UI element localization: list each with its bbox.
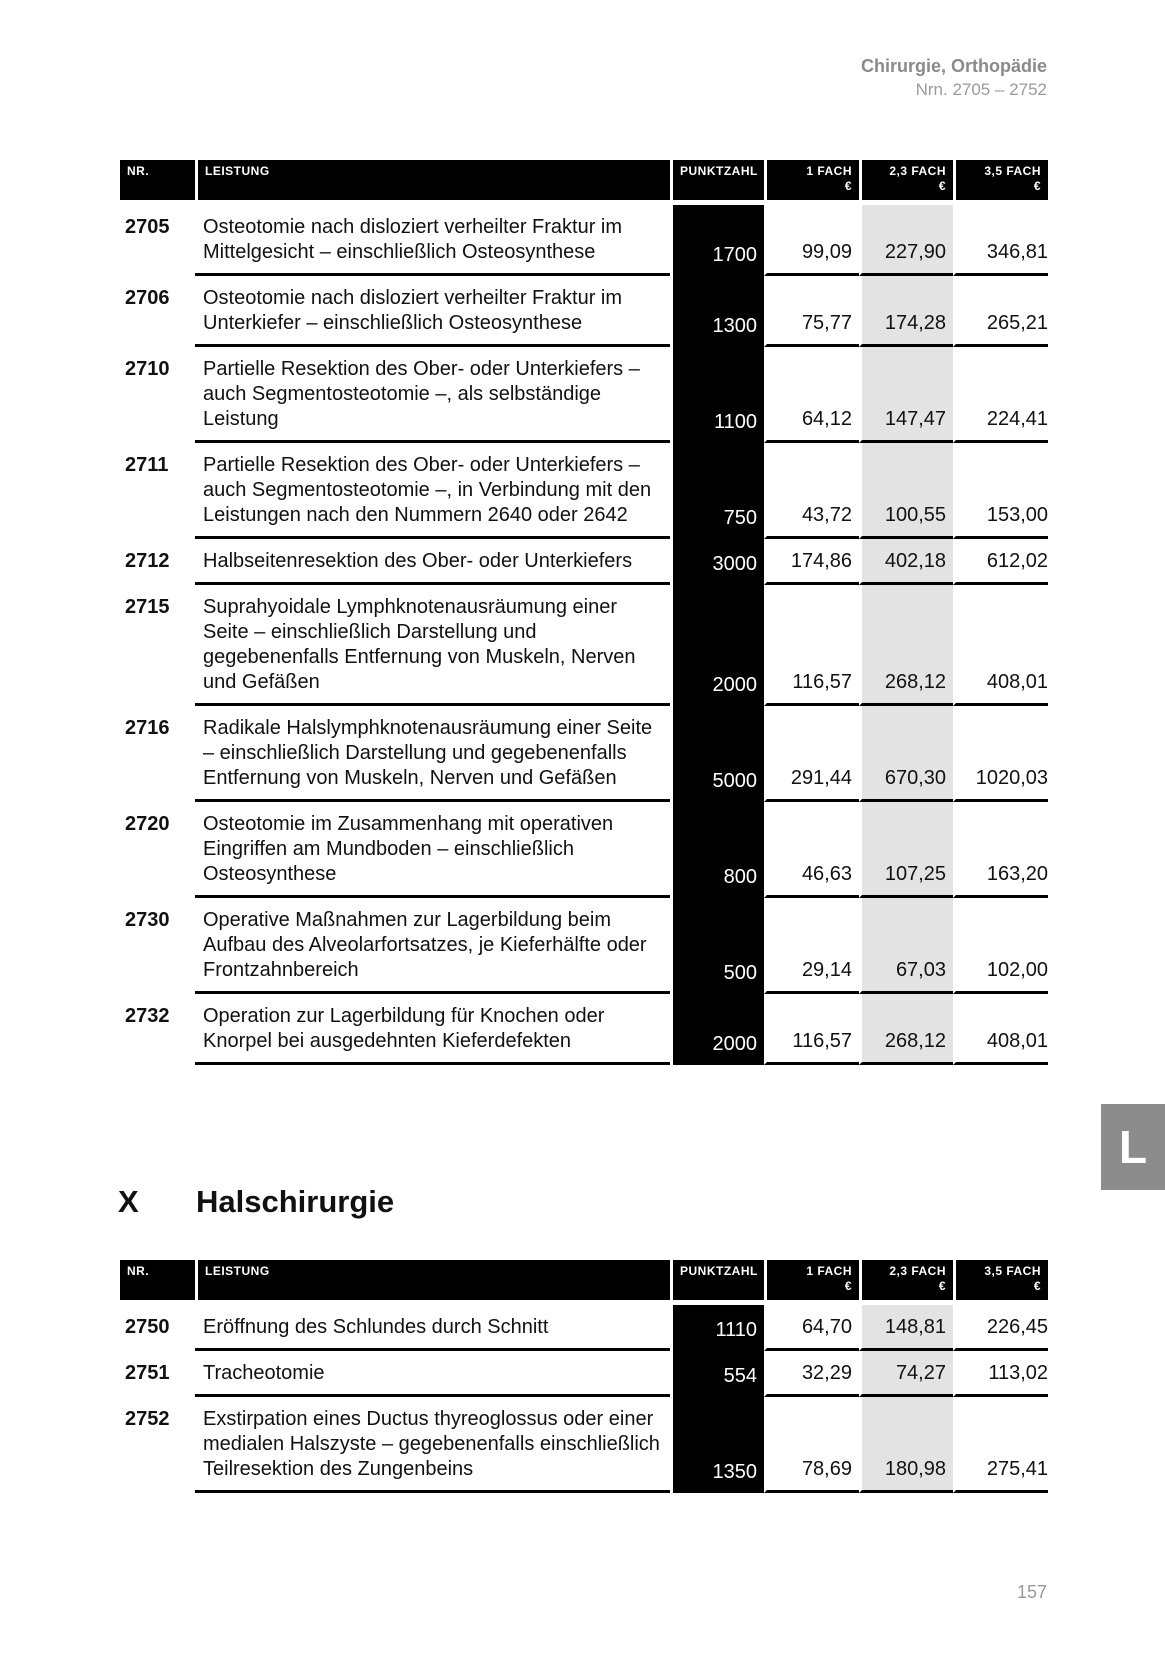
leistung-cell: Operation zur Lagerbildung für Knochen oder Knorpel bei ausgedehnten Kieferdefekten — [195, 994, 670, 1065]
gop-number-cell: 2705 — [125, 216, 170, 238]
table-row — [120, 585, 1048, 706]
table-row — [120, 205, 1048, 276]
fee-35fach-cell: 153,00 — [953, 443, 1048, 539]
leistung-cell: Osteotomie nach disloziert verheilter Fraktur im Unterkiefer – einschließlich Osteosynthese — [195, 276, 670, 347]
fee-23fach-cell: 148,81 — [859, 1305, 953, 1351]
currency-label: € — [938, 1279, 946, 1293]
col-header-23fach — [859, 1260, 953, 1300]
col-header-1fach — [764, 160, 859, 200]
punktzahl-cell: 1300 — [670, 276, 764, 347]
table-row — [120, 706, 1048, 802]
gop-number-cell: 2710 — [125, 358, 170, 380]
punktzahl-cell: 3000 — [670, 539, 764, 585]
fee-35fach-cell: 102,00 — [953, 898, 1048, 994]
fee-35fach-cell: 408,01 — [953, 994, 1048, 1065]
fee-1fach-cell: 64,70 — [764, 1305, 859, 1351]
fee-35fach-cell: 408,01 — [953, 585, 1048, 706]
fee-23fach-cell: 67,03 — [859, 898, 953, 994]
currency-label: € — [844, 1279, 852, 1293]
fee-35fach-cell: 612,02 — [953, 539, 1048, 585]
fee-1fach-cell: 46,63 — [764, 802, 859, 898]
gop-number-cell: 2730 — [125, 909, 170, 931]
fee-1fach-cell: 64,12 — [764, 347, 859, 443]
col-header-35fach-label: 3,5 FACH — [984, 1264, 1041, 1278]
fee-23fach-cell: 100,55 — [859, 443, 953, 539]
fee-23fach-cell: 174,28 — [859, 276, 953, 347]
fee-35fach-cell: 224,41 — [953, 347, 1048, 443]
col-header-23fach-label: 2,3 FACH — [889, 164, 946, 178]
punktzahl-cell: 5000 — [670, 706, 764, 802]
gop-number-cell: 2716 — [125, 717, 170, 739]
col-header-punktzahl: PUNKTZAHL — [670, 1260, 764, 1300]
page-number: 157 — [1016, 1582, 1047, 1602]
col-header-nr: NR. — [120, 160, 195, 200]
fee-23fach-cell: 74,27 — [859, 1351, 953, 1397]
col-header-nr: NR. — [120, 1260, 195, 1300]
table-row — [120, 1397, 1048, 1493]
col-header-1fach-label: 1 FACH — [806, 1264, 852, 1278]
table-row — [120, 276, 1048, 347]
fee-table-2 — [120, 1260, 1048, 1493]
leistung-cell: Suprahyoidale Lymphknotenausräumung einer Seite – einschließlich Darstellung und gegebenenfalls Entfernung von Muskeln, Nerven und Gefäßen — [195, 585, 670, 706]
leistung-cell: Radikale Halslymphknotenausräumung einer Seite – einschließlich Darstellung und gegebenenfalls Entfernung von Muskeln, Nerven und Gefäßen — [195, 706, 670, 802]
fee-1fach-cell: 116,57 — [764, 994, 859, 1065]
leistung-cell: Halbseitenresektion des Ober- oder Unterkiefers — [195, 539, 670, 585]
punktzahl-cell: 750 — [670, 443, 764, 539]
fee-35fach-cell: 163,20 — [953, 802, 1048, 898]
leistung-cell: Exstirpation eines Ductus thyreoglossus oder einer medialen Halszyste – gegebenenfalls einschließlich Teilresektion des Zungenbeins — [195, 1397, 670, 1493]
punktzahl-cell: 500 — [670, 898, 764, 994]
table-row — [120, 1351, 1048, 1397]
fee-23fach-cell: 147,47 — [859, 347, 953, 443]
fee-1fach-cell: 75,77 — [764, 276, 859, 347]
table-header-row — [120, 160, 1048, 200]
punktzahl-cell: 1110 — [670, 1305, 764, 1351]
gop-number-cell: 2750 — [125, 1316, 170, 1338]
fee-1fach-cell: 174,86 — [764, 539, 859, 585]
col-header-23fach — [859, 160, 953, 200]
punktzahl-cell: 554 — [670, 1351, 764, 1397]
table-row — [120, 1305, 1048, 1351]
leistung-cell: Partielle Resektion des Ober- oder Unterkiefers – auch Segmentosteotomie –, als selbständige Leistung — [195, 347, 670, 443]
fee-23fach-cell: 107,25 — [859, 802, 953, 898]
fee-1fach-cell: 99,09 — [764, 205, 859, 276]
fee-23fach-cell: 268,12 — [859, 585, 953, 706]
running-header — [861, 54, 1047, 102]
number-range: Nrn. 2705 – 2752 — [915, 80, 1047, 99]
col-header-punktzahl: PUNKTZAHL — [670, 160, 764, 200]
fee-35fach-cell: 275,41 — [953, 1397, 1048, 1493]
col-header-1fach — [764, 1260, 859, 1300]
gop-number-cell: 2720 — [125, 813, 170, 835]
fee-1fach-cell: 291,44 — [764, 706, 859, 802]
fee-1fach-cell: 29,14 — [764, 898, 859, 994]
table-row — [120, 802, 1048, 898]
fee-23fach-cell: 227,90 — [859, 205, 953, 276]
punktzahl-cell: 1700 — [670, 205, 764, 276]
gop-number-cell: 2706 — [125, 287, 170, 309]
col-header-23fach-label: 2,3 FACH — [889, 1264, 946, 1278]
chapter-tab-marker: L — [1101, 1104, 1165, 1190]
fee-1fach-cell: 116,57 — [764, 585, 859, 706]
punktzahl-cell: 1350 — [670, 1397, 764, 1493]
section-letter: X — [118, 1184, 139, 1219]
col-header-leistung: LEISTUNG — [195, 1260, 670, 1300]
fee-table-1 — [120, 160, 1048, 1065]
currency-label: € — [1033, 1279, 1041, 1293]
col-header-35fach — [953, 160, 1048, 200]
leistung-cell: Partielle Resektion des Ober- oder Unterkiefers – auch Segmentosteotomie –, in Verbindung mit den Leistungen nach den Nummern 2640 oder 2642 — [195, 443, 670, 539]
fee-1fach-cell: 78,69 — [764, 1397, 859, 1493]
gop-number-cell: 2711 — [125, 454, 169, 476]
gop-number-cell: 2732 — [125, 1005, 170, 1027]
fee-23fach-cell: 268,12 — [859, 994, 953, 1065]
fee-35fach-cell: 346,81 — [953, 205, 1048, 276]
col-header-35fach — [953, 1260, 1048, 1300]
table-row — [120, 539, 1048, 585]
currency-label: € — [938, 179, 946, 193]
fee-1fach-cell: 43,72 — [764, 443, 859, 539]
fee-35fach-cell: 226,45 — [953, 1305, 1048, 1351]
table-row — [120, 994, 1048, 1065]
punktzahl-cell: 2000 — [670, 994, 764, 1065]
punktzahl-cell: 1100 — [670, 347, 764, 443]
leistung-cell: Osteotomie im Zusammenhang mit operativen Eingriffen am Mundboden – einschließlich Osteosynthese — [195, 802, 670, 898]
punktzahl-cell: 800 — [670, 802, 764, 898]
currency-label: € — [844, 179, 852, 193]
leistung-cell: Eröffnung des Schlundes durch Schnitt — [195, 1305, 670, 1351]
leistung-cell: Osteotomie nach disloziert verheilter Fraktur im Mittelgesicht – einschließlich Osteosynthese — [195, 205, 670, 276]
fee-23fach-cell: 180,98 — [859, 1397, 953, 1493]
col-header-leistung: LEISTUNG — [195, 160, 670, 200]
gop-number-cell: 2712 — [125, 550, 170, 572]
section-heading — [118, 1182, 394, 1222]
col-header-1fach-label: 1 FACH — [806, 164, 852, 178]
table-row — [120, 443, 1048, 539]
fee-35fach-cell: 265,21 — [953, 276, 1048, 347]
fee-1fach-cell: 32,29 — [764, 1351, 859, 1397]
table-header-row — [120, 1260, 1048, 1300]
table-row — [120, 347, 1048, 443]
leistung-cell: Operative Maßnahmen zur Lagerbildung beim Aufbau des Alveolarfortsatzes, je Kieferhälfte oder Frontzahnbereich — [195, 898, 670, 994]
col-header-35fach-label: 3,5 FACH — [984, 164, 1041, 178]
gop-number-cell: 2715 — [125, 596, 170, 618]
fee-35fach-cell: 113,02 — [953, 1351, 1048, 1397]
currency-label: € — [1033, 179, 1041, 193]
chapter-title: Chirurgie, Orthopädie — [860, 56, 1047, 76]
gop-number-cell: 2751 — [125, 1362, 170, 1384]
leistung-cell: Tracheotomie — [195, 1351, 670, 1397]
gop-number-cell: 2752 — [125, 1408, 170, 1430]
punktzahl-cell: 2000 — [670, 585, 764, 706]
fee-23fach-cell: 402,18 — [859, 539, 953, 585]
section-title: Halschirurgie — [196, 1184, 395, 1219]
fee-23fach-cell: 670,30 — [859, 706, 953, 802]
fee-35fach-cell: 1020,03 — [953, 706, 1048, 802]
table-row — [120, 898, 1048, 994]
